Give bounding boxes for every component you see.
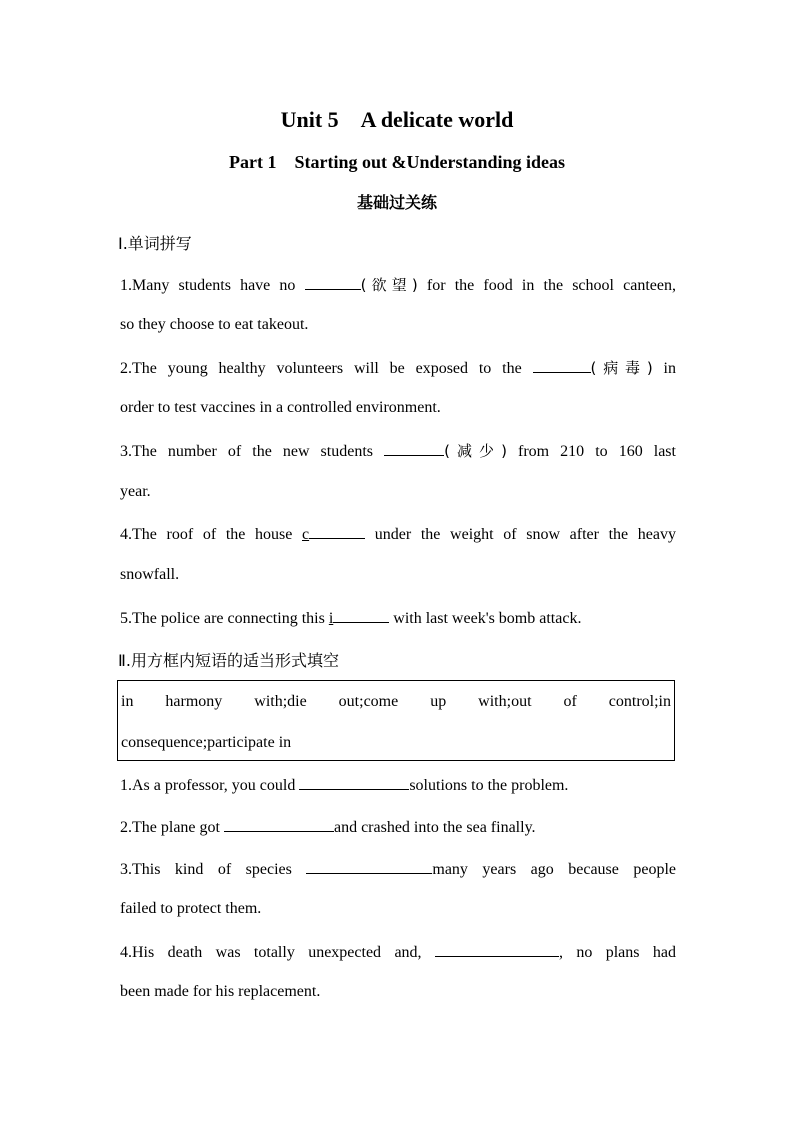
s2-q4-text-a: 4.His death was totally unexpected and, xyxy=(120,944,435,961)
s2-q2-text-b: and crashed into the sea finally. xyxy=(333,819,536,836)
s2-q1-text-b: solutions to the problem. xyxy=(409,777,569,794)
section1-heading: Ⅰ.单词拼写 xyxy=(118,234,192,253)
s1-q5-text-b: with last week's bomb attack. xyxy=(389,610,582,627)
s2-q1-line1 xyxy=(120,774,676,796)
s1-q3-blank[interactable] xyxy=(384,440,444,456)
s1-q3-hint: (减少) xyxy=(444,442,507,460)
s1-q2-hint: (病毒) xyxy=(590,359,653,377)
phrase-box-line2: consequence;participate in xyxy=(121,734,292,751)
s2-q3-line1 xyxy=(120,858,676,880)
s2-q3-blank[interactable] xyxy=(306,858,432,874)
s1-q3-line2: year. xyxy=(120,483,151,500)
s1-q1-line2: so they choose to eat takeout. xyxy=(120,316,309,333)
section2-heading: Ⅱ.用方框内短语的适当形式填空 xyxy=(118,651,339,670)
s1-q4-text-b: under the weight of snow after the heavy xyxy=(365,526,677,543)
s2-q3-line2: failed to protect them. xyxy=(120,900,262,917)
s2-q4-line2: been made for his replacement. xyxy=(120,983,321,1000)
phrase-box xyxy=(117,680,675,761)
s1-q2-blank[interactable] xyxy=(533,357,591,373)
unit-title: Unit 5 A delicate world xyxy=(280,107,514,132)
s2-q3-text-a: 3.This kind of species xyxy=(120,861,307,878)
s1-q1-text-a: 1.Many students have no xyxy=(120,277,305,294)
s1-q4-letter: c xyxy=(302,526,310,543)
s1-q4-text-a: 4.The roof of the house xyxy=(120,526,302,543)
s1-q4-line2: snowfall. xyxy=(120,566,180,583)
s1-q4-blank[interactable] xyxy=(309,523,365,539)
s2-q2-blank[interactable] xyxy=(224,816,334,832)
s1-q5-letter: i xyxy=(328,610,334,627)
s1-q2-line1 xyxy=(120,357,676,379)
s1-q3-text-b: from 210 to 160 last xyxy=(506,443,676,460)
s2-q1-blank[interactable] xyxy=(299,774,409,790)
s1-q2-text-a: 2.The young healthy volunteers will be exposed to the xyxy=(120,360,533,377)
s1-q4-line1 xyxy=(120,523,676,545)
s1-q1-text-b: for the food in the school canteen, xyxy=(417,277,676,294)
s2-q4-text-b: , no plans had xyxy=(558,944,677,961)
s1-q3-text-a: 3.The number of the new students xyxy=(120,443,385,460)
s2-q4-line1 xyxy=(120,941,676,963)
s1-q5-blank[interactable] xyxy=(333,607,389,623)
s1-q2-text-b: in xyxy=(652,360,676,377)
s1-q3-line1 xyxy=(120,440,676,462)
s1-q1-hint: (欲望) xyxy=(360,276,418,294)
s2-q2-line1 xyxy=(120,816,676,838)
phrase-box-line1: in harmony with;die out;come up with;out of control;in xyxy=(121,693,671,710)
s2-q2-text-a: 2.The plane got xyxy=(120,819,224,836)
s1-q5-line1 xyxy=(120,607,676,629)
section-subtitle: 基础过关练 xyxy=(356,193,437,212)
s2-q1-text-a: 1.As a professor, you could xyxy=(120,777,300,794)
part-title: Part 1 Starting out &Understanding ideas xyxy=(228,152,565,172)
s2-q3-text-b: many years ago because people xyxy=(432,861,677,878)
s1-q5-text-a: 5.The police are connecting this xyxy=(120,610,329,627)
s1-q1-blank[interactable] xyxy=(305,274,361,290)
s2-q4-blank[interactable] xyxy=(435,941,559,957)
s1-q1-line1 xyxy=(120,274,676,296)
s1-q2-line2: order to test vaccines in a controlled environment. xyxy=(120,399,441,416)
